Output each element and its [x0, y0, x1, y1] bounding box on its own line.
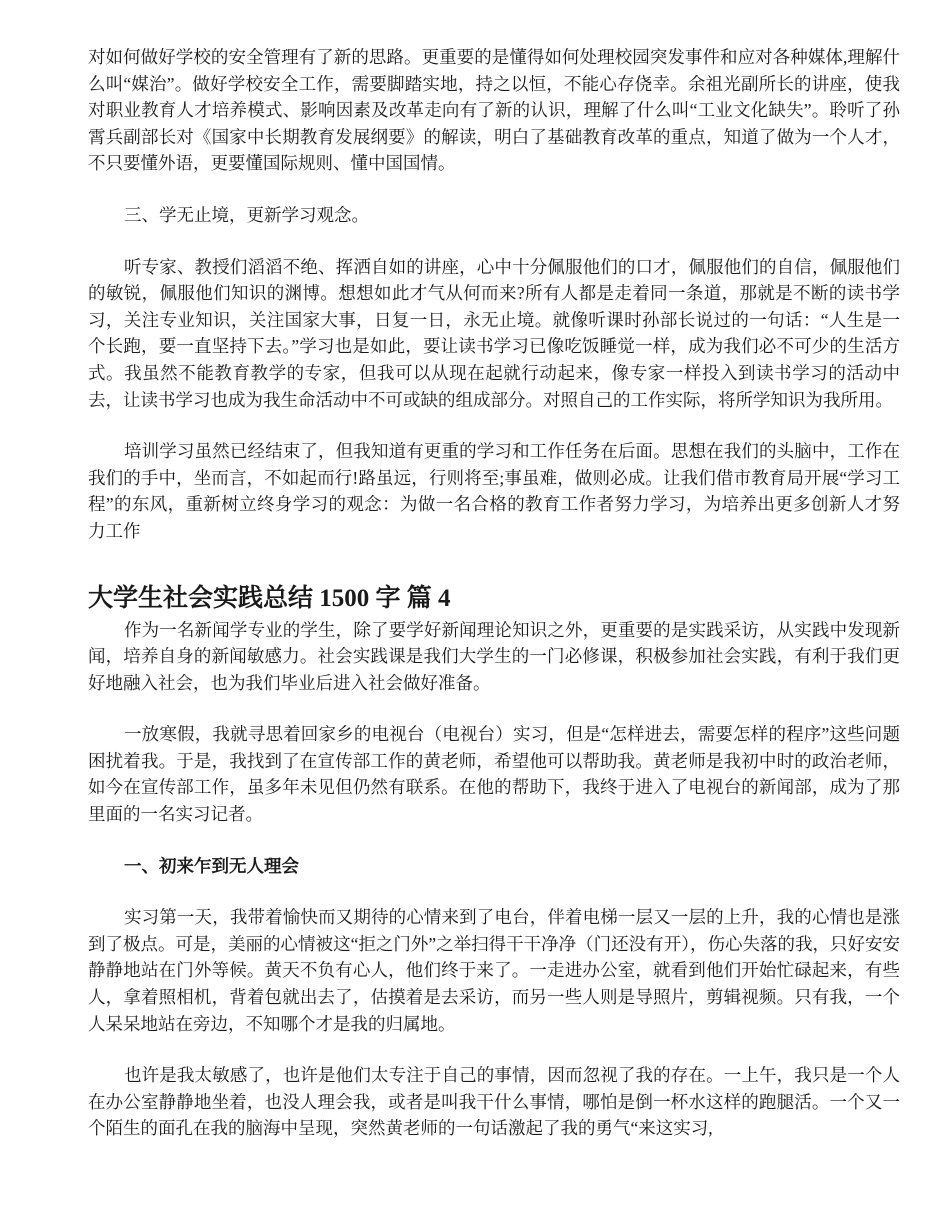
subheading: 一、初来乍到无人理会 [124, 855, 299, 876]
section-heading: 大学生社会实践总结 1500 字 篇 4 [88, 584, 451, 612]
paragraph: 也许是我太敏感了，也许是他们太专注于自己的事情，因而忽视了我的存在。一上午，我只是一个人在办公室静静地坐着，也没人理会我，或者是叫我干什么事情，哪怕是倒一杯水这样的跑腿活。一个又一个陌生的面孔在我的脑海中呈现，突然黄老师的一句话激起了我的勇气“来这实习, [88, 1065, 900, 1139]
paragraph: 实习第一天，我带着愉快而又期待的心情来到了电台，伴着电梯一层又一层的上升，我的心情也是涨到了极点。可是，美丽的心情被这“拒之门外”之举扫得干干净净（门还没有开），伤心失落的我，只好安安静静地站在门外等候。黄天不负有心人，他们终于来了。一走进办公室，就看到他们开始忙碌起来，有些人，拿着照相机，背着包就出去了，估摸着是去采访，而另一些人则是导照片，剪辑视频。只有我，一个人呆呆地站在旁边，不知哪个才是我的归属地。 [88, 907, 900, 1034]
paragraph: 听专家、教授们滔滔不绝、挥洒自如的讲座，心中十分佩服他们的口才，佩服他们的自信，佩服他们的敏锐，佩服他们知识的渊博。想想如此才气从何而来?所有人都是走着同一条道，那就是不断的读书学习，关注专业知识，关注国家大事，日复一日，永无止境。就像听课时孙部长说过的一句话：“人生是一个长跑，要一直坚持下去。”学习也是如此，要让读书学习已像吃饭睡觉一样，成为我们必不可少的生活方式。我虽然不能教育教学的专家，但我可以从现在起就行动起来，像专家一样投入到读书学习的活动中去，让读书学习也成为我生命活动中不可或缺的组成部分。对照自己的工作实际，将所学知识为我所用。 [88, 256, 900, 410]
paragraph: 作为一名新闻学专业的学生，除了要学好新闻理论知识之外，更重要的是实践采访，从实践中发现新闻，培养自身的新闻敏感力。社会实践课是我们大学生的一门必修课，积极参加社会实践，有利于我们更好地融入社会，也为我们毕业后进入社会做好准备。 [88, 619, 900, 693]
paragraph: 一放寒假，我就寻思着回家乡的电视台（电视台）实习，但是“怎样进去，需要怎样的程序”这些问题困扰着我。于是，我找到了在宣传部工作的黄老师，希望他可以帮助我。黄老师是我初中时的政治老师，如今在宣传部工作，虽多年未见但仍然有联系。在他的帮助下，我终于进入了电视台的新闻部，成为了那里面的一名实习记者。 [88, 724, 900, 825]
paragraph: 培训学习虽然已经结束了，但我知道有更重的学习和工作任务在后面。思想在我们的头脑中，工作在我们的手中，坐而言，不如起而行!路虽远，行则将至;事虽难，做则必成。让我们借市教育局开展“学习工程”的东风，重新树立终身学习的观念：为做一名合格的教育工作者努力学习，为培养出更多创新人才努力工作 [88, 441, 900, 541]
document-page [88, 44, 900, 1142]
paragraph: 对如何做好学校的安全管理有了新的思路。更重要的是懂得如何处理校园突发事件和应对各种媒体,理解什么叫“媒治”。做好学校安全工作，需要脚踏实地，持之以恒，不能心存侥幸。余祖光副所长的讲座，使我对职业教育人才培养模式、影响因素及改革走向有了新的认识，理解了什么叫“工业文化缺失”。聆听了孙霄兵副部长对《国家中长期教育发展纲要》的解读，明白了基础教育改革的重点，知道了做为一个人才，不只要懂外语，更要懂国际规则、懂中国国情。 [88, 47, 900, 174]
section-subheading: 三、学无止境，更新学习观念。 [124, 204, 369, 225]
